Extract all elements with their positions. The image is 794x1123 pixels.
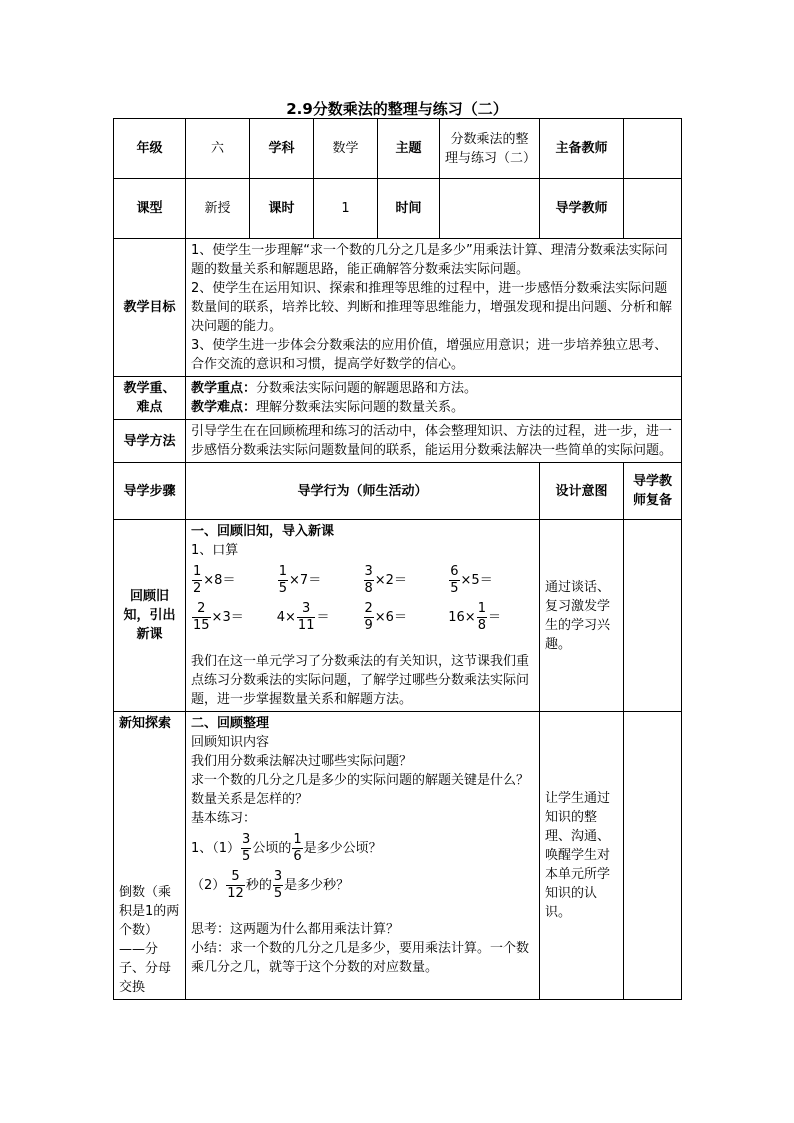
period-value: 1 [314,179,378,239]
step2-line: 回顾知识内容 [191,735,270,750]
subject-label: 学科 [250,119,314,179]
step2-content [186,712,540,1000]
time-label: 时间 [378,179,440,239]
step1-intent: 通过谈话、复习激发学生的学习兴趣。 [540,520,624,712]
step-header: 导学步骤 [114,463,186,520]
question-2: （2） $\frac{5}{12}$ 秒的 $\frac{3}{5}$ 是多少秒？ [191,869,350,901]
focus-row [114,377,682,420]
step1-row [114,520,682,712]
subject-value: 数学 [314,119,378,179]
intent-header: 设计意图 [540,463,624,520]
step2-line: 基本练习： [191,811,257,826]
calc-item: $\frac{1}{2}$ ×8＝ [193,564,236,596]
activity-header: 导学行为（师生活动） [186,463,540,520]
guide-teacher-label: 导学教师 [540,179,624,239]
method-label: 导学方法 [114,420,186,463]
step2-intent: 让学生通过知识的整理、沟通、唤醒学生对本单元所学知识的认识。 [540,712,624,1000]
steps-header-row [114,463,682,520]
calc-item: $\frac{3}{8}$ ×2＝ [364,564,407,596]
topic-label: 主题 [378,119,440,179]
goals-content [186,239,682,377]
difficulty-label: 教学难点： [191,400,257,415]
method-text: 引导学生在在回顾梳理和练习的活动中，体会整理知识、方法的过程，进一步，进一步感悟分数乘法实际问题数量间的联系，能运用分数乘法解决一些简单的实际问题。 [186,420,682,463]
step1-review [624,520,682,712]
fraction: $\frac{3}{5}$ [273,869,283,901]
lesson-type-label: 课型 [114,179,186,239]
calc-item: $\frac{2}{9}$ ×6＝ [364,601,407,633]
fraction: $\frac{6}{5}$ [450,564,459,596]
fraction: $\frac{1}{8}$ [477,601,486,633]
calc-row-1 [191,564,534,597]
teacher-label: 主备教师 [540,119,624,179]
question-1: 1、（1） $\frac{3}{5}$ 公顷的 $\frac{1}{6}$ 是多少公顷？ [191,832,382,864]
calc-item: $\frac{1}{5}$ ×7＝ [278,564,322,596]
calc-item: 16× $\frac{1}{8}$ ＝ [448,601,501,633]
step2-line: 我们用分数乘法解决过哪些实际问题？ [191,754,413,769]
step2-row [114,712,682,1000]
fraction: $\frac{2}{15}$ [193,601,210,633]
time-value [440,179,540,239]
key-point-label: 教学重点： [191,381,257,396]
method-row [114,420,682,463]
grade-label: 年级 [114,119,186,179]
teacher-value [624,119,682,179]
goals-row [114,239,682,377]
guide-teacher-value [624,179,682,239]
fraction: $\frac{1}{6}$ [293,832,302,864]
fraction: $\frac{1}{2}$ [193,564,202,596]
calc-item: 4× $\frac{3}{11}$ ＝ [276,601,330,633]
fraction: $\frac{3}{11}$ [297,601,315,633]
calc-item: $\frac{6}{5}$ ×5＝ [450,564,493,596]
goal-item: 2、使学生在运用知识、探索和推理等思维的过程中，进一步感悟分数乘法实际问题数量间的联系，培养比较、判断和推理等思维能力，增强发现和提出问题、分析和解决问题的能力。 [191,281,673,334]
period-label: 课时 [250,179,314,239]
step2-note: 倒数（乘积是1的两个数）——分子、分母交换 [119,885,180,995]
topic-value: 分数乘法的整理与练习（二） [440,119,540,179]
header-row-2 [114,179,682,239]
fraction: $\frac{3}{8}$ [364,564,373,596]
step2-review [624,712,682,1000]
page-title: 2.9分数乘法的整理与练习（二） [286,100,508,118]
goals-label: 教学目标 [114,239,186,377]
step2-name: 新知探索 [119,716,172,731]
step1-sub: 1、口算 [191,543,239,558]
think-text: 思考：这两题为什么都用乘法计算？ [191,922,400,937]
step1-text: 我们在这一单元学习了分数乘法的有关知识，这节课我们重点练习分数乘法的实际问题，了解学过哪些分数乘法实际问题，进一步掌握数量关系和解题方法。 [191,654,530,707]
calc-item: $\frac{2}{15}$ ×3＝ [193,601,244,633]
review-header: 导学教师复备 [624,463,682,520]
step1-content [186,520,540,712]
fraction: $\frac{5}{12}$ [227,869,244,901]
step1-heading: 一、回顾旧知，导入新课 [191,524,335,539]
goal-item: 3、使学生进一步体会分数乘法的应用价值，增强应用意识；进一步培养独立思考、合作交流的意识和习惯，提高学好数学的信心。 [191,338,668,372]
header-row-1 [114,119,682,179]
summary-text: 小结：求一个数的几分之几是多少，要用乘法计算。一个数乘几分之几，就等于这个分数的对应数量。 [191,941,530,975]
focus-content [186,377,682,420]
difficulty-text: 理解分数乘法实际问题的数量关系。 [256,400,465,415]
step2-line: 求一个数的几分之几是多少的实际问题的解题关键是什么？数量关系是怎样的？ [191,773,530,807]
focus-label: 教学重、难点 [114,377,186,420]
goal-item: 1、使学生一步理解“求一个数的几分之几是多少”用乘法计算、理清分数乘法实际问题的数量关系和解题思路，能正确解答分数乘法实际问题。 [191,243,668,277]
calc-row-2 [191,601,534,634]
fraction: $\frac{2}{9}$ [364,601,373,633]
step2-heading: 二、回顾整理 [191,716,270,731]
step2-name-cell [114,712,186,1000]
grade-value: 六 [186,119,250,179]
fraction: $\frac{1}{5}$ [278,564,288,596]
step1-name: 回顾旧知，引出新课 [114,520,186,712]
lesson-plan-table [113,118,682,1000]
fraction: $\frac{3}{5}$ [242,832,251,864]
key-point-text: 分数乘法实际问题的解题思路和方法。 [256,381,478,396]
lesson-type-value: 新授 [186,179,250,239]
